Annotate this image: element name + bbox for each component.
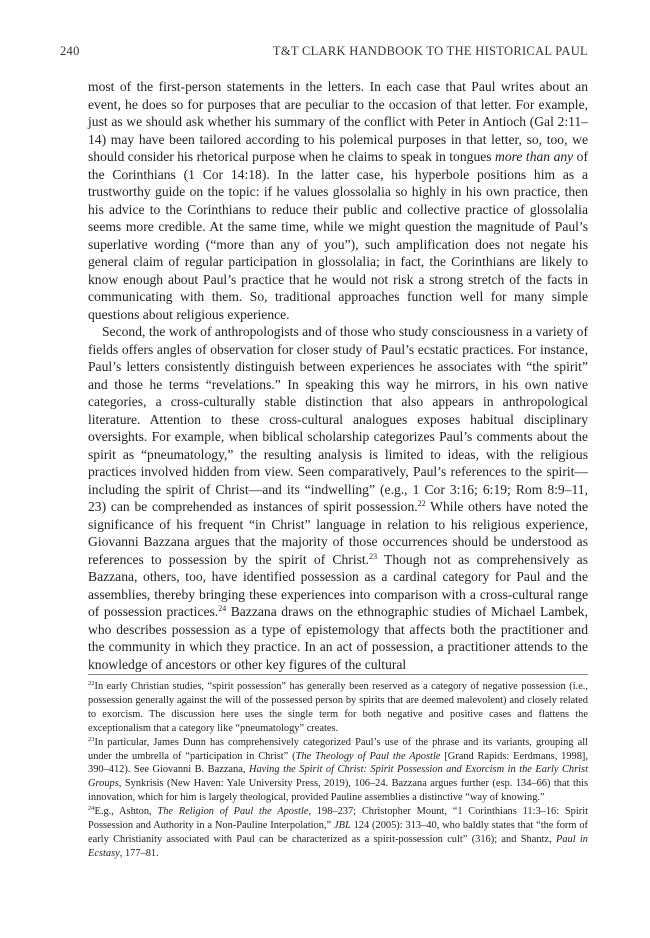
emphasis: more than any [495,149,574,164]
paragraph-2: Second, the work of anthropologists and of those who study consciousness in a variety of fields offers angles of observation for closer study of Paul’s ecstatic practices. For instance, Paul’s letters consistently distinguish between experiences he associates with “the spirit” and those he terms “revelations.” In speaking this way he mirrors, in his own native categories, a cross-culturally stable distinction that also appears in anthropological literature. Attention to these cross-cultural analogues exposes habitual disciplinary oversights. For example, when biblical scholarship categorizes Paul’s comments about the spirit as “pneumatology,” the resulting analysis is limited to ideas, with the religious practices involved hidden from view. Seen comparatively, Paul’s references to the spirit—including the spirit of Christ—and its “indwelling” (e.g., 1 Cor 3:16; 6:19; Rom 8:9–11, 23) can be comprehended as instances of spirit possession.$^{22}$ While others have noted the significance of his frequent “in Christ” language in relation to his religious experience, Giovanni Bazzana argues that the majority of those occurrences should be understood as references to possession by the spirit of Christ.$^{23}$ Though not as comprehensively as Bazzana, others, too, have identified possession as a cardinal category for Paul and the assemblies, thereby bringing these experiences into comparison with a cross-cultural range of possession practices.$^{24}$ Bazzana draws on the ethnographic studies of Michael Lambek, who describes possession as a type of epistemology that affects both the practitioner and the community in which they practice. In an act of possession, a practitioner attends to the knowledge of ancestors or other key figures of the cultural [88,324,588,672]
footnote-23: $^{23}$In particular, James Dunn has comprehensively categorized Paul’s use of the phrase and its variants, grouping all under the umbrella of “participation in Christ” (The Theology of Paul the Apostle [Grand Rapids: Eerdmans, 1998], 390–412). See Giovanni B. Bazzana, Having the Spirit of Christ: Spirit Possession and Exorcism in the Early Christ Groups, Synkrisis (New Haven: Yale University Press, 2019), 106–24. Bazzana argues further (esp. 134–66) that this innovation, which for him is largely theological, provided Pauline assemblies a distinctive “way of knowing.” [88,735,588,804]
footnote-ref-22[interactable]: 22 [417,499,426,508]
footnote-22: $^{22}$In early Christian studies, “spirit possession” has generally been reserved as a category of negative possession (i.e., possession generally against the will of the possessed person by spirits that are deemed malevolent) and closely related to exorcism. The discussion here uses the single term for both negative and positive cases and flattens the exceptionalism that a category like “pneumatology” creates. [88,680,588,734]
page-header [60,44,588,59]
footnote-ref-23[interactable]: 23 [369,551,378,561]
page-number: 240 [60,44,80,58]
footnote-ref-24[interactable]: 24 [218,604,227,613]
paragraph-1: most of the first-person statements in the letters. In each case that Paul writes about an event, he does so for purposes that are peculiar to the occasion of that letter. For example, just as we should ask whether his summary of the conflict with Peter in Antioch (Gal 2:11–14) may have been tailored according to his polemical purposes in that letter, so, too, we should consider his rhetorical purpose when he claims to speak in tongues more than any of the Corinthians (1 Cor 14:18). In the latter case, his hyperbole positions him as a trustworthy guide on the topic: if he values glossolalia so highly in his own practice, then his advice to the Corinthians to reduce their public and collective practice of glossolalia seems more credible. At the same time, while we might question the magnitude of Paul’s superlative wording (“more than any of you”), such amplification does not negate his general claim of regular participation in glossolalia; in fact, the Corinthians are likely to know enough about Paul’s practice that he would not risk a strong stretch of the facts in communicating with them. So, traditional approaches function well for many simple questions about religious experience. [88,79,588,322]
running-title: T&T CLARK HANDBOOK TO THE HISTORICAL PAUL [272,44,588,58]
footnotes [88,680,588,861]
footnote-24: $^{24}$E.g., Ashton, The Religion of Paul the Apostle, 198–237; Christopher Mount, “1 Corinthians 11:3–16: Spirit Possession and Authority in a Non-Pauline Interpolation,” JBL 124 (2005): 313–40, who baldly states that “the form of early Christianity associated with Paul can be characterized as a spirit-possession cult” (316); and Shantz, Paul in Ecstasy, 177–81. [88,805,589,859]
main-text [88,78,588,673]
footnote-divider [88,674,588,675]
